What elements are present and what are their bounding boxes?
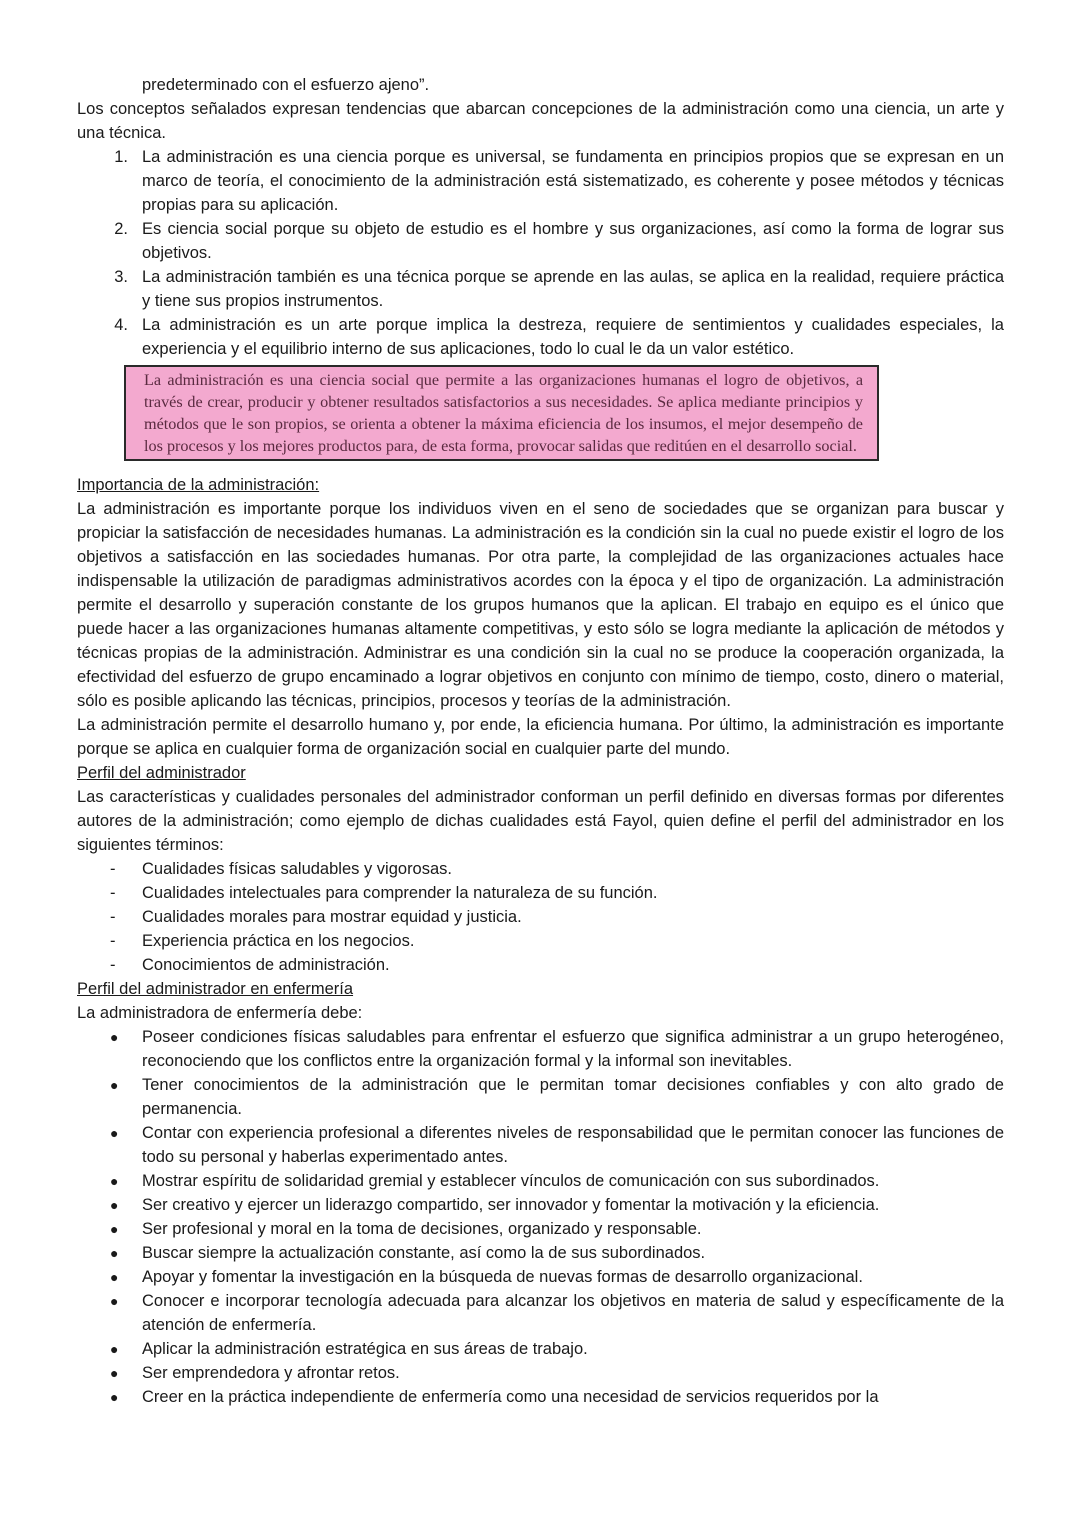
- bullet-marker: ●: [110, 1173, 119, 1189]
- list-item: [77, 1361, 1004, 1385]
- enfermeria-heading: Perfil del administrador en enfermería: [77, 980, 354, 998]
- importancia-paragraph-1: La administración es importante porque los individuos viven en el seno de sociedades que se organizan para buscar y propiciar la satisfacción de necesidades humanas. La administración es la condición sin la cual no puede existir el logro de los objetivos a satisfacción en las sociedades humanas. Por otra parte, la complejidad de las organizaciones actuales hace indispensable la utilización de paradigmas administrativos acordes con la época y el tipo de organización. La administración permite el desarrollo y superación constante de los grupos humanos que la aplican. El trabajo en equipo es el único que puede hacer a las organizaciones humanas altamente competitivas, y esto sólo se logra mediante la aplicación de métodos y técnicas propias de la administración. Administrar es una condición sin la cual no se produce la cooperación organizada, la efectividad del esfuerzo de grupo encaminado a lograr objetivos en conjunto con mínimo de tiempo, costo, dinero o material, sólo es posible aplicando las técnicas, principios, procesos y teorías de la administración.: [77, 500, 1004, 710]
- list-item: [77, 145, 1004, 217]
- list-item-text: Poseer condiciones físicas saludables para enfrentar el esfuerzo que significa administrar a un grupo heterogéneo, reconociendo que los conflictos entre la organización formal y la informal son inevitables.: [142, 1028, 1004, 1070]
- numbered-list: [77, 145, 1004, 361]
- perfil-heading: Perfil del administrador: [77, 764, 246, 782]
- list-item: [77, 1169, 1004, 1193]
- continuation-text: predeterminado con el esfuerzo ajeno”.: [142, 76, 430, 94]
- list-item-text: Experiencia práctica en los negocios.: [142, 932, 415, 950]
- dash-marker: -: [110, 932, 116, 950]
- list-item-text: Ser profesional y moral en la toma de decisiones, organizado y responsable.: [142, 1220, 702, 1238]
- definition-quote-box: La administración es una ciencia social que permite a las organizaciones humanas el logro de objetivos, a través de crear, producir y obtener resultados satisfactorios a sus necesidades. Se aplica mediante principios y métodos que le son propios, se orienta a obtener la máxima eficiencia de los insumos, el mejor desempeño de los procesos y los mejores productos para, de esta forma, provocar salidas que reditúen en el desarrollo social.: [124, 365, 879, 461]
- bullet-marker: ●: [110, 1077, 119, 1093]
- list-number: 1.: [114, 148, 128, 166]
- list-item-text: Ser emprendedora y afrontar retos.: [142, 1364, 400, 1382]
- list-item: [77, 929, 1004, 953]
- importancia-paragraph-2: La administración permite el desarrollo humano y, por ende, la eficiencia humana. Por último, la administración es importante porque se aplica en cualquier forma de organización social en cualquier parte del mundo.: [77, 716, 1004, 758]
- list-number: 2.: [114, 220, 128, 238]
- dash-marker: -: [110, 884, 116, 902]
- bullet-marker: ●: [110, 1293, 119, 1309]
- bullet-marker: ●: [110, 1389, 119, 1405]
- list-item-text: Cualidades morales para mostrar equidad y justicia.: [142, 908, 522, 926]
- list-item: [77, 265, 1004, 313]
- bullet-marker: ●: [110, 1245, 119, 1261]
- list-item: [77, 1193, 1004, 1217]
- list-item: [77, 881, 1004, 905]
- list-item-text: Conocer e incorporar tecnología adecuada para alcanzar los objetivos en materia de salud y específicamente de la atención de enfermería.: [142, 1292, 1004, 1334]
- list-item-text: La administración es un arte porque implica la destreza, requiere de sentimientos y cualidades especiales, la experiencia y el equilibrio interno de sus aplicaciones, todo lo cual le da un valor estético.: [142, 316, 1004, 358]
- bullet-marker: ●: [110, 1125, 119, 1141]
- list-item-text: La administración también es una técnica porque se aprende en las aulas, se aplica en la realidad, requiere práctica y tiene sus propios instrumentos.: [142, 268, 1004, 310]
- list-item: [77, 1385, 1004, 1409]
- list-item: [77, 857, 1004, 881]
- bullet-marker: ●: [110, 1197, 119, 1213]
- fayol-qualities-list: [77, 857, 1004, 977]
- list-item-text: Cualidades físicas saludables y vigorosas.: [142, 860, 452, 878]
- list-item-text: La administración es una ciencia porque es universal, se fundamenta en principios propios que se expresan en un marco de teoría, el conocimiento de la administración está sistematizado, es coherente y posee métodos y técnicas propias para su aplicación.: [142, 148, 1004, 214]
- list-number: 3.: [114, 268, 128, 286]
- list-item: [77, 1073, 1004, 1121]
- list-item-text: Mostrar espíritu de solidaridad gremial y establecer vínculos de comunicación con sus subordinados.: [142, 1172, 880, 1190]
- bullet-marker: ●: [110, 1029, 119, 1045]
- perfil-paragraph: Las características y cualidades personales del administrador conforman un perfil definido en diversas formas por diferentes autores de la administración; como ejemplo de dichas cualidades está Fayol, quien define el perfil del administrador en los siguientes términos:: [77, 788, 1004, 854]
- list-item: [77, 1337, 1004, 1361]
- list-item-text: Creer en la práctica independiente de enfermería como una necesidad de servicios requeridos por la: [142, 1388, 879, 1406]
- list-item-text: Contar con experiencia profesional a diferentes niveles de responsabilidad que le permitan conocer las funciones de todo su personal y haberlas experimentado antes.: [142, 1124, 1004, 1166]
- importancia-heading: Importancia de la administración:: [77, 476, 320, 494]
- concepts-paragraph: Los conceptos señalados expresan tendencias que abarcan concepciones de la administración como una ciencia, un arte y una técnica.: [77, 100, 1004, 142]
- list-item: [77, 1217, 1004, 1241]
- dash-marker: -: [110, 908, 116, 926]
- bullet-marker: ●: [110, 1221, 119, 1237]
- list-number: 4.: [114, 316, 128, 334]
- list-item: [77, 313, 1004, 361]
- list-item-text: Ser creativo y ejercer un liderazgo compartido, ser innovador y fomentar la motivación y la eficiencia.: [142, 1196, 880, 1214]
- list-item: [77, 217, 1004, 265]
- list-item-text: Apoyar y fomentar la investigación en la búsqueda de nuevas formas de desarrollo organizacional.: [142, 1268, 863, 1286]
- list-item: [77, 1289, 1004, 1337]
- list-item-text: Conocimientos de administración.: [142, 956, 390, 974]
- list-item-text: Buscar siempre la actualización constante, así como la de sus subordinados.: [142, 1244, 706, 1262]
- enfermeria-intro: La administradora de enfermería debe:: [77, 1004, 363, 1022]
- bullet-marker: ●: [110, 1341, 119, 1357]
- dash-marker: -: [110, 956, 116, 974]
- list-item: [77, 1265, 1004, 1289]
- list-item: [77, 1241, 1004, 1265]
- list-item: [77, 1121, 1004, 1169]
- list-item-text: Es ciencia social porque su objeto de estudio es el hombre y sus organizaciones, así como la forma de lograr sus objetivos.: [142, 220, 1004, 262]
- list-item: [77, 1025, 1004, 1073]
- list-item: [77, 905, 1004, 929]
- bullet-marker: ●: [110, 1365, 119, 1381]
- list-item-text: Tener conocimientos de la administración que le permitan tomar decisiones confiables y con alto grado de permanencia.: [142, 1076, 1004, 1118]
- enfermeria-bullet-list: [77, 1025, 1004, 1409]
- list-item-text: Cualidades intelectuales para comprender la naturaleza de su función.: [142, 884, 658, 902]
- bullet-marker: ●: [110, 1269, 119, 1285]
- dash-marker: -: [110, 860, 116, 878]
- list-item-text: Aplicar la administración estratégica en sus áreas de trabajo.: [142, 1340, 588, 1358]
- list-item: [77, 953, 1004, 977]
